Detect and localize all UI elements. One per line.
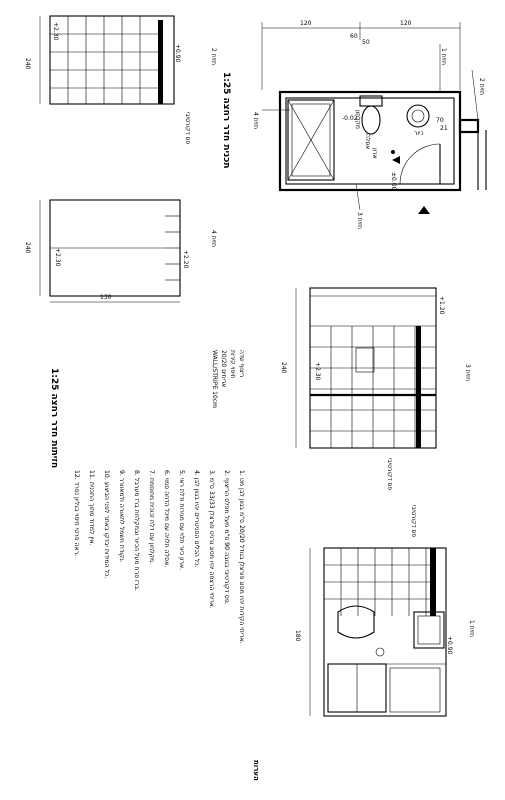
note-line: 12. ראה פרטי חיפוי בגליון נפרד.: [73, 470, 80, 557]
toilet-symbol: [360, 96, 382, 134]
svg-text:3 חזית: 3 חזית: [356, 212, 363, 230]
elevation-3-caption: פס דקורטיבי: [386, 458, 393, 491]
note-line: 2. פס דקורטיבי בגובה 90 ס"מ מעל מפלס הריצוף.: [223, 470, 230, 605]
vanity-cabinet-symbol: [328, 664, 446, 712]
note-line: 5. ארון כיור תלוי עם מגירות ודלת ראי.: [178, 470, 185, 571]
room-label-toilet: אסלה: [364, 134, 371, 150]
elevation-1-mark: +0.90: [446, 636, 453, 655]
svg-text:4 חזית: 4 חזית: [252, 112, 259, 130]
washbasin-symbol: [338, 606, 384, 656]
legend-line: WALL/STRIPE 10cm: [211, 350, 218, 408]
elevation-4: [24, 200, 217, 302]
notes-lines: [73, 470, 245, 644]
sink-symbol: [407, 105, 429, 127]
callout-view-4[interactable]: [252, 110, 290, 129]
elevation-1: [294, 505, 475, 716]
legend-line: אריחים 20/20: [220, 350, 227, 388]
notes-block: [252, 760, 260, 781]
elevation-2-height: 240: [24, 58, 31, 70]
legend-line: ריצוף שדה: [238, 350, 245, 378]
elevation-3-level: +2.30: [314, 362, 321, 381]
note-line: 11. אין למדוד מתוך התכנית.: [88, 470, 95, 546]
elevation-4-height: 240: [24, 242, 31, 254]
note-line: 7. מקלחון עם דלת זכוכית מחוסמת.: [148, 470, 155, 565]
plan-dim-21: 21: [440, 125, 448, 132]
elevation-3-mark: +1.20: [438, 296, 445, 315]
elevation-4-mark: +2.20: [182, 250, 189, 269]
elevation-2-level: +2.30: [52, 22, 59, 41]
plan-level-drain: -0.02: [342, 115, 358, 122]
elevation-1-caption: פס דקורטיבי: [410, 505, 417, 538]
elevation-1-label: חזית 1: [468, 620, 475, 638]
note-line: 6. אסלה תלויה עם מיכל הדחה סמוי.: [163, 470, 170, 568]
room-label-cabinet: ארון: [371, 148, 378, 159]
plan-dim-mid-a: 60: [350, 33, 358, 40]
elevation-4-width: 130: [100, 294, 112, 301]
svg-text:2 חזית: 2 חזית: [478, 78, 485, 96]
elevation-1-height: 180: [294, 630, 301, 642]
elevation-3: [280, 288, 471, 490]
room-label-sink: כיור: [414, 130, 424, 137]
notes-heading: הערות: [252, 760, 260, 781]
room-label-shower: מקלחון: [354, 110, 361, 129]
elevation-3-label: חזית 3: [464, 364, 471, 382]
views-title: [49, 368, 59, 468]
plan-dim-top-right: 120: [400, 20, 412, 27]
callout-view-2[interactable]: [472, 70, 485, 120]
elevation-4-label: חזית 4: [210, 230, 217, 248]
shower-head-symbol: [356, 348, 374, 372]
elevation-2-mark: +0.90: [174, 44, 181, 63]
legend-line: חיפוי קירות: [229, 350, 236, 379]
elevation-2-tiles: [50, 16, 158, 104]
note-line: 3. אריחי הרצפה יהיו מסוג גרניט פורצלן 33/33 ס"מ.: [208, 470, 215, 609]
elevation-2-label: חזית 2: [210, 48, 217, 66]
note-line: 1. אריחי הקירות יהיו מסוג פורצלן בגודל 20/20 ס"מ בגוון לבן מט.: [238, 470, 245, 644]
note-line: 4. כל הכלים הסניטריים יהיו בגוון לבן.: [193, 470, 200, 568]
note-line: 10. כל המידות יבדקו באתר לפני הביצוע.: [103, 470, 110, 579]
note-line: 9. נקודת חשמל לתאורה ולמאוורר.: [118, 470, 125, 563]
elevation-4-tiles: [165, 216, 180, 280]
elevation-1-tiles: [324, 548, 430, 616]
svg-text:1 חזית: 1 חזית: [440, 48, 447, 66]
svg-text:חזיתות חדר רחצה 1:25: חזיתות חדר רחצה 1:25: [49, 368, 59, 469]
elevation-4-level: +2.30: [54, 248, 61, 267]
note-line: 8. ברז פרח מעל הכיור ובמקלחת ברז מערבל.: [133, 470, 140, 592]
legend-lines: [211, 350, 245, 408]
plan-title: תכנית חדר רחצה 1:25: [221, 72, 231, 169]
bathroom-plan: [221, 20, 486, 229]
elevation-2: [24, 16, 217, 144]
callout-view-1[interactable]: [440, 44, 447, 92]
plan-dim-mid-b: 50: [362, 39, 370, 46]
mirror-cabinet-symbol: [414, 612, 444, 648]
plan-dim-top-left: 120: [300, 20, 312, 27]
plan-level-zero: ±0.00: [390, 172, 397, 191]
plan-dim-70: 70: [436, 117, 444, 124]
elevation-3-height: 240: [280, 362, 287, 374]
elevation-2-caption: פס דקורטיבי: [184, 112, 191, 145]
